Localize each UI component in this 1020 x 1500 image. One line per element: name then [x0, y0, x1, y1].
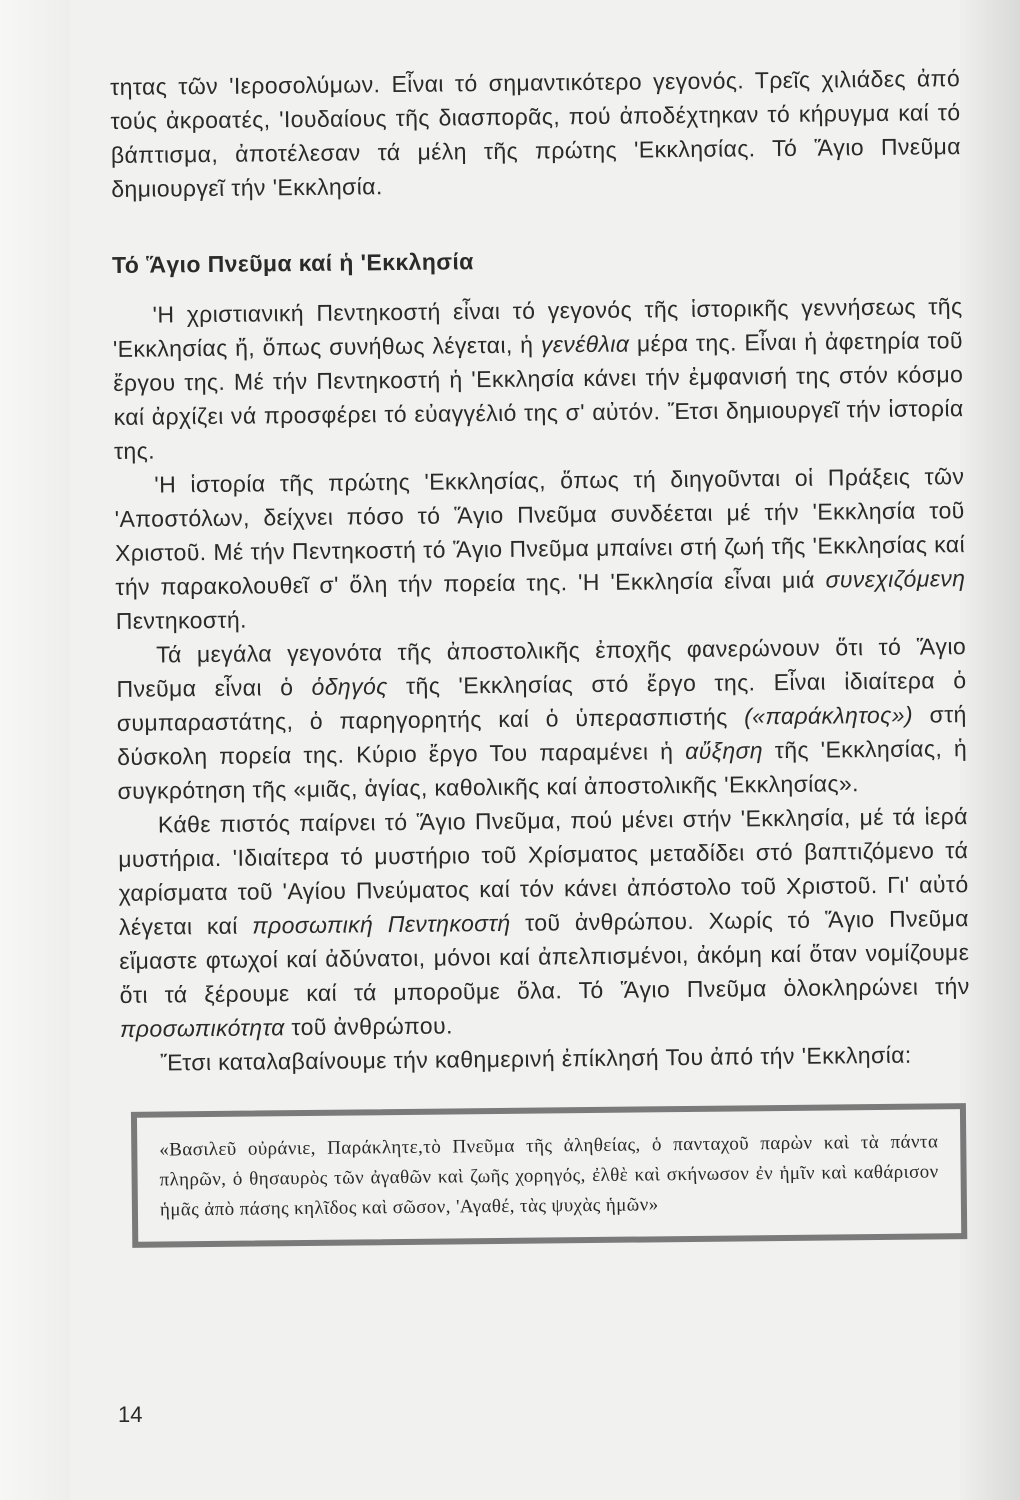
- emphasis-personal-pentecost: προσωπική Πεντηκοστή: [252, 909, 511, 939]
- section-heading: Τό Ἅγιο Πνεῦμα καί ἡ 'Εκκλησία: [111, 248, 474, 278]
- emphasis-genethlia: γενέθλια: [540, 330, 630, 358]
- emphasis-odigos: ὁδηγός: [311, 673, 388, 700]
- prayer-text: «Βασιλεῦ οὐράνιε, Παράκλητε,τὸ Πνεῦμα τῆς ἀληθείας, ὁ πανταχοῦ παρὼν καὶ τὰ πάντα πληρῶν, ὁ θησαυρὸς τῶν ἀγαθῶν καὶ ζωῆς χορηγός, ἐλθὲ καὶ σκήνωσον ἐν ἡμῖν καὶ καθάρισον ἡμᾶς ἀπὸ πάσης κηλῖδος καὶ σῶσον, 'Αγαθέ, τὰς ψυχὰς ἡμῶν»: [159, 1131, 939, 1221]
- paragraph-events-part-c: στή δύσκολη πορεία της. Κύριο ἔργο Του παραμένει ἡ: [117, 701, 967, 770]
- paragraph-events-part-a: Τά μεγάλα γεγονότα τῆς ἀποστολικῆς ἐποχῆς φανερώνουν ὅτι τό Ἅγιο Πνεῦμα εἶναι ὁ: [116, 633, 967, 702]
- paragraph-history: [114, 459, 966, 638]
- paragraph-events-part-b: τῆς 'Εκκλησίας στό ἔργο της. Εἶναι ἰδιαίτερα ὁ συμπαραστάτης, ὁ παρηγορητής καί ὁ ὑπερασπιστής: [116, 667, 967, 736]
- paragraph-faithful: [118, 799, 970, 1046]
- paragraph-invocation: Ἔτσι καταλαβαίνουμε τήν καθημερινή ἐπίκλησή Του ἀπό τήν 'Εκκλησία:: [160, 1041, 912, 1076]
- emphasis-personality: προσωπικότητα: [119, 1014, 285, 1042]
- intro-paragraph: τητας τῶν 'Ιεροσολύμων. Εἶναι τό σημαντικότερο γεγονός. Τρεῖς χιλιάδες ἀπό τούς ἀκροατές, 'Ιουδαίους τῆς διασπορᾶς, πού ἀποδέχτηκαν τό κήρυγμα καί τό βάπτισμα, ἀποτέλεσαν τά μέλη τῆς πρώτης 'Εκκλησίας. Τό Ἅγιο Πνεῦμα δημιουργεῖ τήν 'Εκκλησία.: [110, 65, 961, 202]
- emphasis-parakletos: («παράκλητος»): [744, 701, 914, 730]
- page-shadow-left: [0, 0, 70, 1500]
- page-body: [110, 61, 972, 1248]
- paragraph-faithful-part-b: τοῦ ἀνθρώπου. Χωρίς τό Ἅγιο Πνεῦμα εἴμαστε φτωχοί καί ἀδύνατοι, μόνοι καί ἀπελπισμένοι, ἀκόμη καί ὅταν νομίζουμε ὅτι τά ξέρουμε καί τά μποροῦμε ὅλα. Τό Ἅγιο Πνεῦμα ὁλοκληρώνει τήν: [119, 905, 970, 1008]
- paragraph-pentecost-part-b: μέρα της. Εἶναι ἡ ἀφετηρία τοῦ ἔργου της. Μέ τήν Πεντηκοστή ἡ 'Εκκλησία κάνει τήν ἐμφανισή της στόν κόσμο καί ἀρχίζει νά προσφέρει τό εὐαγγέλιό της σ' αὐτόν. Ἔτσι δημιουργεῖ τήν ἱστορία της.: [113, 327, 964, 464]
- emphasis-afxisi: αὔξηση: [685, 737, 764, 765]
- paragraph-events: [116, 629, 968, 808]
- paragraph-faithful-part-c: τοῦ ἀνθρώπου.: [284, 1012, 453, 1041]
- paragraph-history-part-a: 'Η ἱστορία τῆς πρώτης 'Εκκλησίας, ὅπως τή διηγοῦνται οἱ Πράξεις τῶν 'Αποστόλων, δείχνει πόσο τό Ἅγιο Πνεῦμα συνδέεται μέ τήν 'Εκκλησία τοῦ Χριστοῦ. Μέ τήν Πεντηκοστή τό Ἅγιο Πνεῦμα μπαίνει στή ζωή τῆς 'Εκκλησίας καί τήν παρακολουθεῖ σ' ὅλη τήν πορεία της. 'Η 'Εκκλησία εἶναι μιά: [114, 463, 966, 600]
- paragraph-faithful-part-a: Κάθε πιστός παίρνει τό Ἅγιο Πνεῦμα, πού μένει στήν 'Εκκλησία, μέ τά ἱερά μυστήρια. 'Ιδιαίτερα τό μυστήριο τοῦ Χρίσματος μεταδίδει στό βαπτιζόμενο τά χαρίσματα τοῦ 'Αγίου Πνεύματος καί τόν κάνει ἀπόστολο τοῦ Χριστοῦ. Γι' αὐτό λέγεται καί: [118, 803, 969, 940]
- paragraph-events-part-d: τῆς 'Εκκλησίας, ἡ συγκρότηση τῆς «μιᾶς, ἁγίας, καθολικῆς καί ἀποστολικῆς 'Εκκλησίας».: [117, 735, 968, 804]
- emphasis-synechizomeni: συνεχιζόμενη: [825, 565, 966, 593]
- page-number: 14: [118, 1402, 143, 1427]
- prayer-box: [131, 1103, 967, 1248]
- paragraph-pentecost-part-a: 'Η χριστιανική Πεντηκοστή εἶναι τό γεγονός τῆς ἱστορικῆς γεννήσεως τῆς 'Εκκλησίας ἤ, ὅπως συνήθως λέγεται, ἡ: [112, 293, 963, 362]
- paragraph-history-part-b: Πεντηκοστή.: [115, 606, 248, 634]
- paragraph-pentecost: [112, 289, 964, 468]
- page-shadow-right: [960, 0, 1020, 1500]
